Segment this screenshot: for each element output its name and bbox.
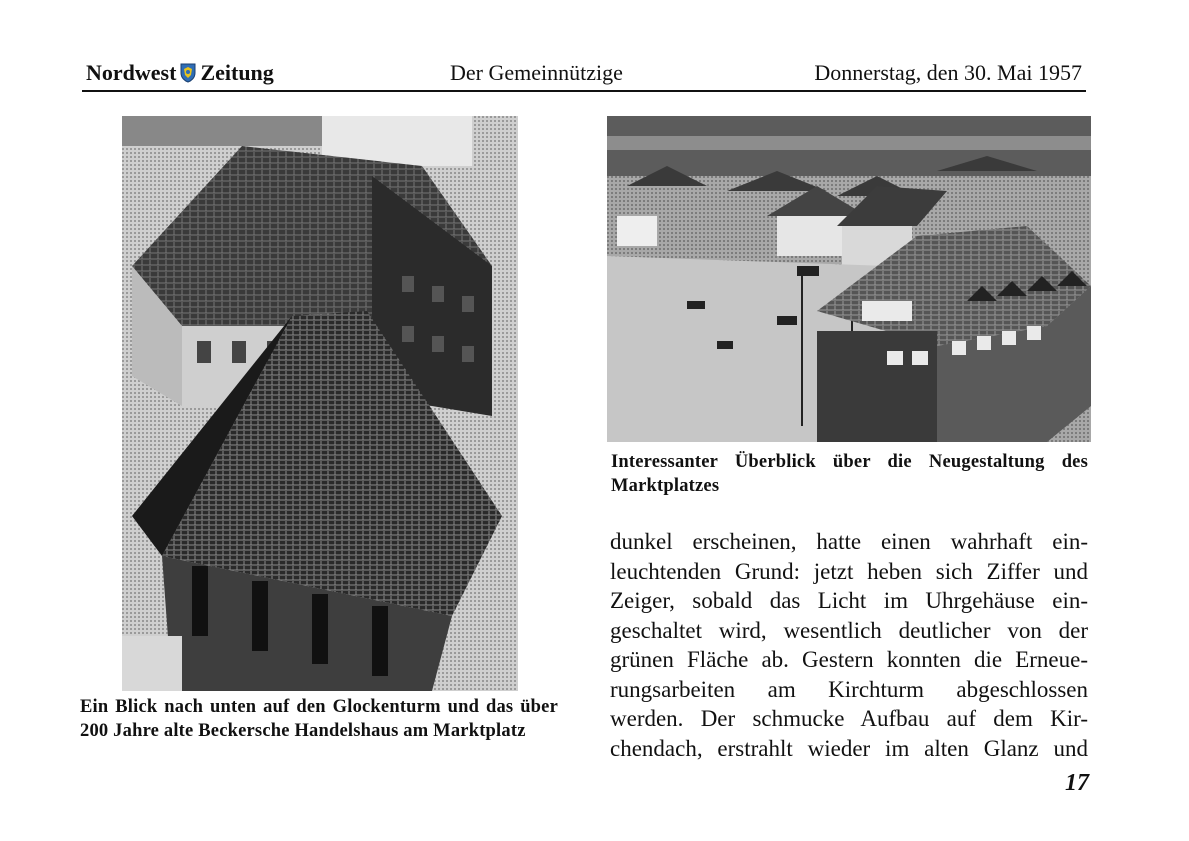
body-line: leuchtenden Grund: jetzt heben sich Ziffer und — [610, 558, 1088, 584]
body-line: geschaltet wird, wesentlich deutlicher von der — [610, 617, 1088, 643]
body-line: rungsarbeiten am Kirchturm abgeschlossen — [610, 676, 1088, 702]
body-line: Zeiger, sobald das Licht im Uhrgehäuse ein- — [610, 588, 1088, 613]
page-number: 17 — [1065, 770, 1089, 796]
newspaper-masthead — [86, 60, 274, 86]
body-line: grünen Fläche ab. Gestern konnten die Erneue- — [610, 647, 1088, 672]
photo-caption-right: Interessanter Überblick über die Neugestaltung des Marktplatzes — [611, 452, 1088, 496]
body-line: werden. Der schmucke Aufbau auf dem Kir- — [610, 706, 1088, 731]
photo-caption-left: Ein Blick nach unten auf den Glockenturm und das über 200 Jahre alte Beckersche Handelshaus am Marktplatz — [80, 697, 558, 741]
section-title: Der Gemeinnützige — [450, 60, 623, 85]
body-line: dunkel erscheinen, hatte einen wahrhaft ein- — [610, 529, 1088, 554]
photo-market-square — [607, 116, 1091, 442]
masthead-right-word: Zeitung — [200, 60, 274, 85]
coat-of-arms-icon — [180, 63, 196, 83]
article-body — [610, 527, 1088, 763]
page-header — [82, 56, 1086, 92]
issue-date: Donnerstag, den 30. Mai 1957 — [814, 60, 1082, 85]
masthead-left-word: Nordwest — [86, 60, 177, 85]
photo-bell-tower — [122, 116, 518, 691]
body-line: chendach, erstrahlt wieder im alten Glanz und — [610, 735, 1088, 761]
